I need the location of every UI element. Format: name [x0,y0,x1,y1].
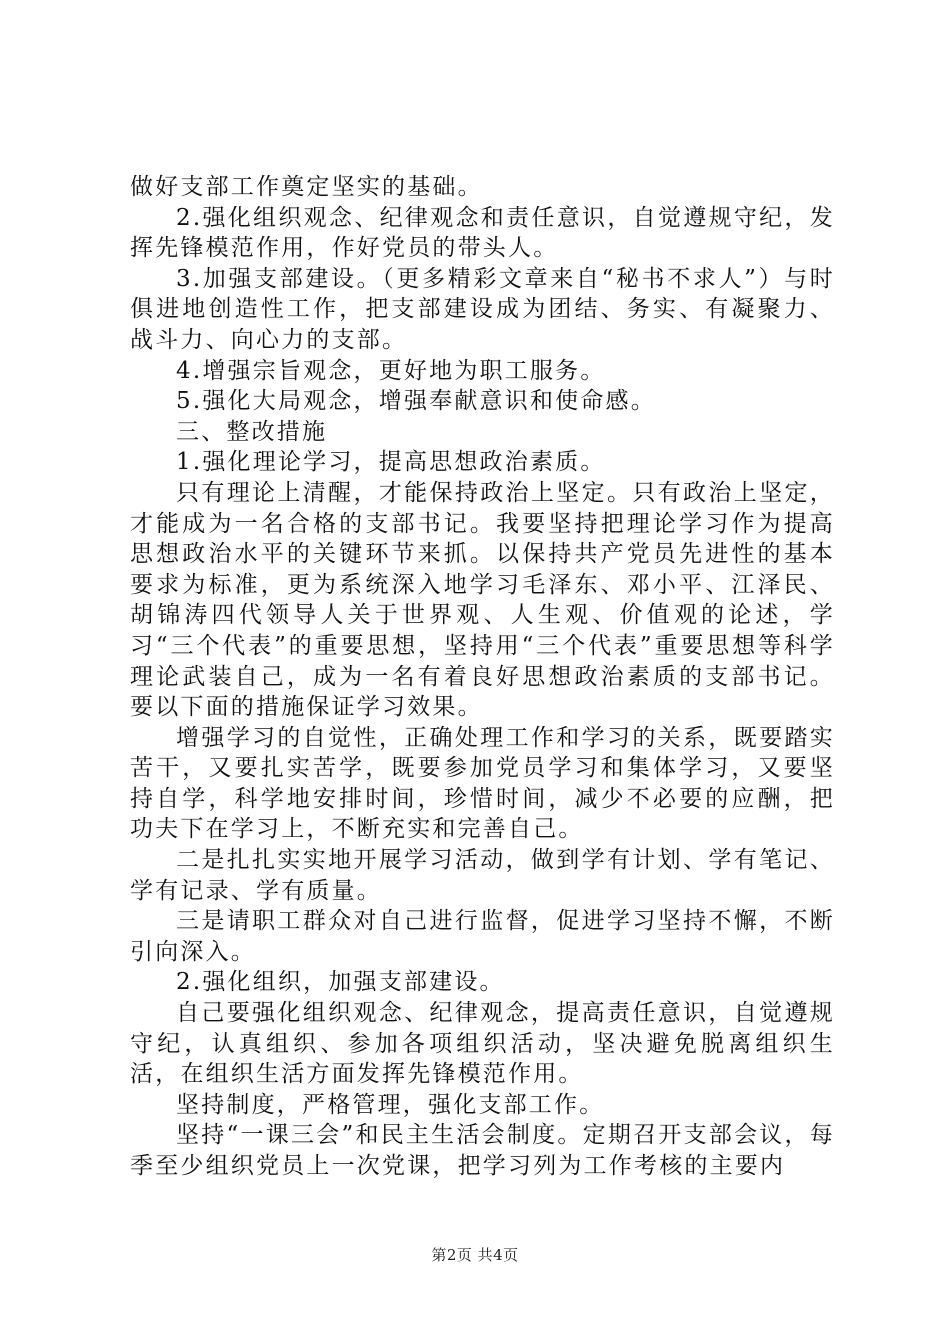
paragraph: 5.强化大局观念，增强奉献意识和使命感。 [176,388,656,415]
paragraph: 三是请职工群众对自己进行监督，促进学习坚持不懈，不断引向深入。 [130,908,835,965]
document-body [130,172,835,1182]
section-heading: 三、整改措施 [176,418,328,445]
paragraph: 做好支部工作奠定坚实的基础。 [130,174,483,200]
paragraph: 自己要强化组织观念、纪律观念，提高责任意识，自觉遵规守纪，认真组织、参加各项组织活动，坚决避免脱离组织生活，在组织生活方面发挥先锋模范作用。 [130,1000,835,1088]
paragraph: 坚持“一课三会”和民主生活会制度。定期召开支部会议，每季至少组织党员上一次党课，把学习列为工作考核的主要内 [130,1122,835,1179]
page-footer [0,1245,950,1265]
paragraph: 4.增强宗旨观念，更好地为职工服务。 [176,357,606,384]
paragraph: 3.加强支部建设。（更多精彩文章来自“秘书不求人”）与时俱进地创造性工作，把支部建设成为团结、务实、有凝聚力、战斗力、向心力的支部。 [130,265,835,353]
paragraph: 1.强化理论学习，提高思想政治素质。 [176,449,606,476]
paragraph: 坚持制度，严格管理，强化支部工作。 [176,1091,605,1118]
paragraph: 二是扎扎实实地开展学习活动，做到学有计划、学有笔记、学有记录、学有质量。 [130,847,835,904]
paragraph: 只有理论上清醒，才能保持政治上坚定。只有政治上坚定，才能成为一名合格的支部书记。我要坚持把理论学习作为提高思想政治水平的关键环节来抓。以保持共产党员先进性的基本要求为标准，更为系统深入地学习毛泽东、邓小平、江泽民、胡锦涛四代领导人关于世界观、人生观、价值观的论述，学习“三个代表”的重要思想，坚持用“三个代表”重要思想等科学理论武装自己，成为一名有着良好思想政治素质的支部书记。要以下面的措施保证学习效果。 [130,479,835,721]
page-number-label: 第2页 共4页 [431,1246,519,1264]
paragraph: 2.强化组织观念、纪律观念和责任意识，自觉遵规守纪，发挥先锋模范作用，作好党员的带头人。 [130,204,835,262]
paragraph: 2.强化组织，加强支部建设。 [176,969,505,996]
paragraph: 增强学习的自觉性，正确处理工作和学习的关系，既要踏实苦干，又要扎实苦学，既要参加党员学习和集体学习，又要坚持自学，科学地安排时间，珍惜时间，减少不必要的应酬，把功夫下在学习上，不断充实和完善自己。 [130,724,835,843]
